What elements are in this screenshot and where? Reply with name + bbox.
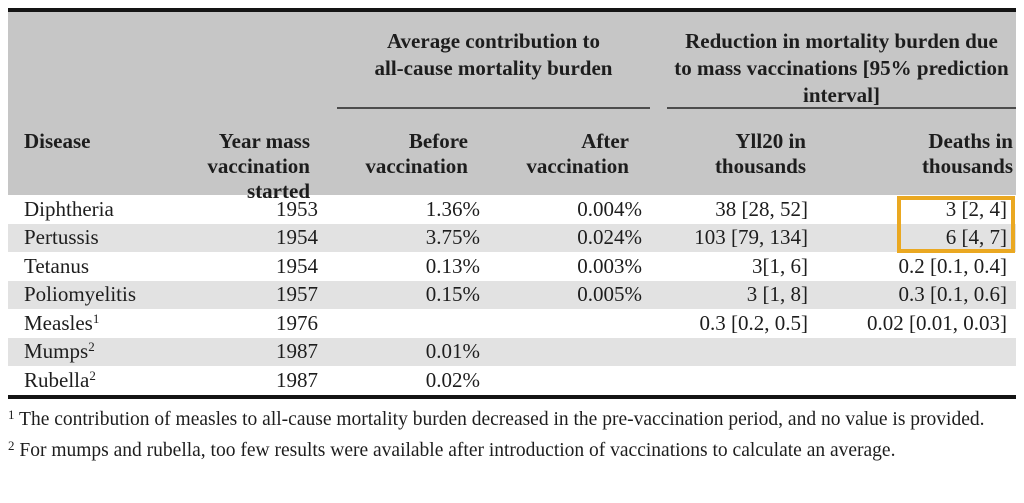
- cell-deaths: 3 [2, 4]: [945, 196, 1007, 221]
- column-header-year-mass-vaccination: [188, 129, 320, 204]
- disease-name: Tetanus: [24, 253, 90, 278]
- cell-disease: [8, 368, 188, 393]
- column-header-text: Disease: [24, 129, 91, 153]
- column-header-yll20: [643, 129, 810, 204]
- vaccination-table: [8, 8, 1016, 464]
- column-header-text: vaccination: [207, 154, 310, 178]
- group-header-average-contribution: [337, 28, 650, 82]
- column-header-text: Before: [408, 129, 468, 153]
- footnote-text: For mumps and rubella, too few results were available after introduction of vaccinations to calculate an average.: [19, 439, 896, 461]
- disease-name: Mumps: [24, 339, 89, 364]
- column-header-deaths: [810, 129, 1016, 204]
- column-header-disease: [8, 129, 188, 204]
- cell-yll20: 38 [28, 52]: [715, 196, 808, 221]
- footnotes: [8, 399, 1016, 464]
- cell-year: 1987: [276, 339, 318, 364]
- cell-deaths: 0.3 [0.1, 0.6]: [898, 282, 1007, 307]
- footnote-2: [8, 438, 1016, 464]
- group-header-line: to mass vaccinations [95% prediction: [674, 56, 1009, 80]
- cell-after-vaccination: 0.003%: [577, 253, 642, 278]
- disease-name: Measles: [24, 310, 93, 335]
- table-header: [8, 12, 1016, 203]
- cell-before-vaccination: 3.75%: [425, 225, 480, 250]
- column-header-after-vaccination: [482, 129, 643, 204]
- cell-disease: [8, 225, 188, 250]
- table-row-measles: [8, 309, 1016, 338]
- cell-disease: [8, 254, 188, 279]
- footnote-marker: 2: [8, 437, 15, 453]
- group-header-line: Average contribution to: [386, 29, 601, 53]
- cell-year: 1976: [276, 310, 318, 335]
- column-header-row: [8, 129, 1016, 204]
- cell-year: 1987: [276, 367, 318, 392]
- cell-year: 1954: [276, 225, 318, 250]
- cell-deaths: 0.2 [0.1, 0.4]: [898, 253, 1007, 278]
- cell-year: 1953: [276, 196, 318, 221]
- column-header-text: Year mass: [218, 129, 310, 153]
- table-row-rubella: [8, 366, 1016, 395]
- cell-deaths: 0.02 [0.01, 0.03]: [867, 310, 1007, 335]
- cell-after-vaccination: 0.005%: [577, 282, 642, 307]
- table-row-tetanus: [8, 252, 1016, 281]
- cell-before-vaccination: 0.01%: [425, 339, 480, 364]
- table-body: [8, 195, 1016, 395]
- table-row-poliomyelitis: [8, 281, 1016, 310]
- column-header-text: Deaths in: [928, 129, 1013, 153]
- group-rule-average-contribution: [337, 107, 650, 109]
- cell-before-vaccination: 0.02%: [425, 367, 480, 392]
- table-row-diphtheria: [8, 195, 1016, 224]
- cell-year: 1957: [276, 282, 318, 307]
- disease-name: Pertussis: [24, 225, 99, 250]
- disease-name: Poliomyelitis: [24, 282, 137, 307]
- cell-yll20: 3 [1, 8]: [746, 282, 808, 307]
- cell-yll20: 103 [79, 134]: [694, 225, 808, 250]
- group-header-reduction-mortality: [667, 28, 1016, 109]
- column-header-text: started: [247, 179, 310, 203]
- table-row-pertussis: [8, 224, 1016, 253]
- footnote-marker: 1: [92, 310, 100, 326]
- cell-deaths: 6 [4, 7]: [945, 225, 1007, 250]
- column-header-text: thousands: [714, 154, 806, 178]
- cell-year: 1954: [276, 253, 318, 278]
- cell-after-vaccination: 0.004%: [577, 196, 642, 221]
- cell-before-vaccination: 0.13%: [425, 253, 480, 278]
- column-header-before-vaccination: [320, 129, 482, 204]
- footnote-marker: 2: [89, 367, 96, 383]
- footnote-text: The contribution of measles to all-cause mortality burden decreased in the pre-vaccination period, and no value is provided.: [19, 408, 985, 430]
- group-header-line: all-cause mortality burden: [374, 56, 613, 80]
- column-header-text: After: [581, 129, 629, 153]
- cell-before-vaccination: 0.15%: [425, 282, 480, 307]
- cell-disease: [8, 197, 188, 222]
- cell-disease: [8, 282, 188, 307]
- column-header-text: vaccination: [526, 154, 629, 178]
- cell-disease: [8, 311, 188, 336]
- cell-before-vaccination: 1.36%: [425, 196, 480, 221]
- cell-disease: [8, 339, 188, 364]
- column-header-text: thousands: [921, 154, 1013, 178]
- footnote-1: [8, 407, 1016, 433]
- disease-name: Diphtheria: [24, 196, 114, 221]
- column-header-text: vaccination: [365, 154, 468, 178]
- group-rule-reduction-mortality: [667, 107, 1016, 109]
- group-header-line: interval]: [803, 83, 880, 107]
- column-header-text: Yll20 in: [735, 129, 806, 153]
- cell-after-vaccination: 0.024%: [577, 225, 642, 250]
- footnote-marker: 2: [88, 339, 95, 355]
- group-header-line: Reduction in mortality burden due: [685, 29, 998, 53]
- cell-yll20: 3[1, 6]: [752, 253, 808, 278]
- table-row-mumps: [8, 338, 1016, 367]
- cell-yll20: 0.3 [0.2, 0.5]: [699, 310, 808, 335]
- disease-name: Rubella: [24, 367, 90, 392]
- footnote-marker: 1: [8, 406, 15, 422]
